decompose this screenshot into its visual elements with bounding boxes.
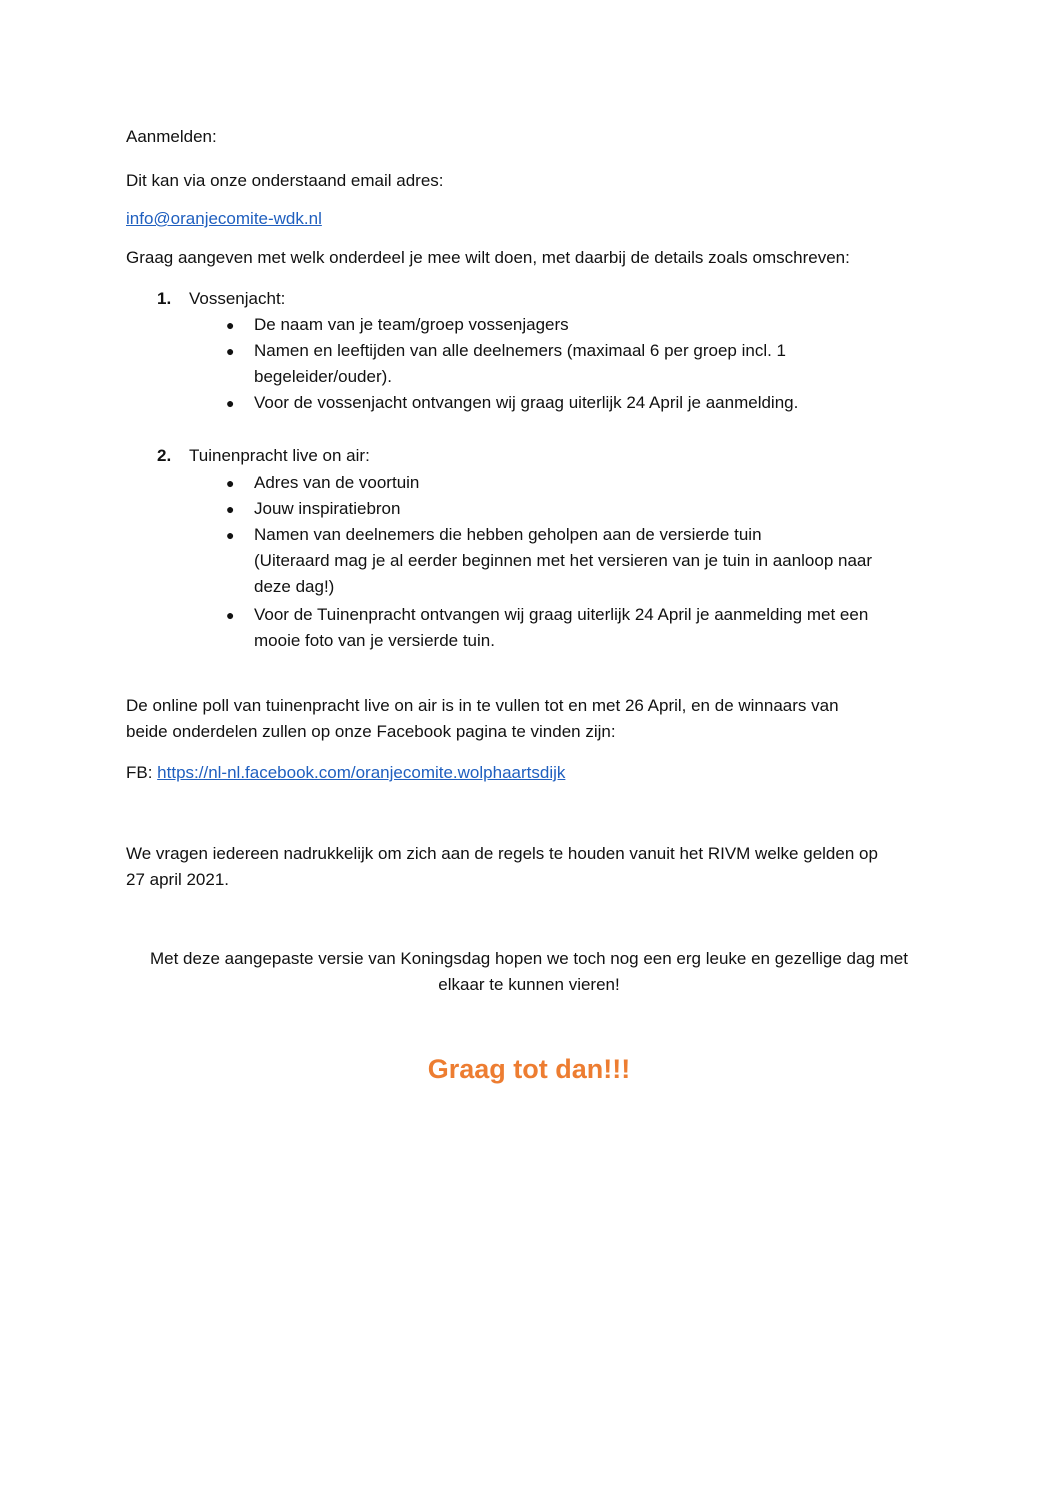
section-2-bullet-1: Adres van de voortuin <box>254 473 420 492</box>
bullet-icon: ● <box>226 475 235 491</box>
section-1-bullet-2-cont: begeleider/ouder). <box>254 367 392 386</box>
bullet-icon: ● <box>226 527 235 543</box>
poll-text-line-1: De online poll van tuinenpracht live on air is in te vullen tot en met 26 April, en de winnaars van <box>126 696 839 715</box>
section-1-bullet-3: Voor de vossenjacht ontvangen wij graag uiterlijk 24 April je aanmelding. <box>254 393 799 412</box>
bullet-icon: ● <box>226 343 235 359</box>
section-2-bullet-4: Voor de Tuinenpracht ontvangen wij graag uiterlijk 24 April je aanmelding met een <box>254 605 869 624</box>
email-link[interactable]: info@oranjecomite-wdk.nl <box>126 209 322 228</box>
section-2-bullet-3-cont-2: deze dag!) <box>254 577 335 596</box>
facebook-link[interactable]: https://nl-nl.facebook.com/oranjecomite.wolphaartsdijk <box>157 763 566 782</box>
facebook-prefix: FB: <box>126 763 158 782</box>
section-1-title: Vossenjacht: <box>189 289 286 308</box>
bullet-icon: ● <box>226 607 235 623</box>
email-line <box>126 208 322 230</box>
section-2-bullet-2: Jouw inspiratiebron <box>254 499 401 518</box>
section-2-title: Tuinenpracht live on air: <box>189 446 370 465</box>
sign-off: Graag tot dan!!! <box>427 1054 631 1084</box>
section-1-bullet-1: De naam van je team/groep vossenjagers <box>254 315 569 334</box>
bullet-icon: ● <box>226 395 235 411</box>
section-1-bullet-2: Namen en leeftijden van alle deelnemers (maximaal 6 per groep incl. 1 <box>254 341 787 360</box>
instruction-text: Graag aangeven met welk onderdeel je mee wilt doen, met daarbij de details zoals omschreven: <box>126 248 850 267</box>
intro-text: Dit kan via onze onderstaand email adres: <box>126 171 444 190</box>
section-1-number: 1. <box>157 289 172 308</box>
bullet-icon: ● <box>226 501 235 517</box>
heading: Aanmelden: <box>126 127 217 146</box>
rules-text-line-2: 27 april 2021. <box>126 870 230 889</box>
section-2-bullet-4-cont: mooie foto van je versierde tuin. <box>254 631 495 650</box>
bullet-icon: ● <box>226 317 235 333</box>
section-2-number: 2. <box>157 446 172 465</box>
poll-text-line-2: beide onderdelen zullen op onze Facebook pagina te vinden zijn: <box>126 722 616 741</box>
section-2-bullet-3-cont-1: (Uiteraard mag je al eerder beginnen met het versieren van je tuin in aanloop naar <box>254 551 873 570</box>
closing-text-line-2: elkaar te kunnen vieren! <box>438 975 620 994</box>
facebook-line <box>126 762 565 784</box>
closing-text-line-1: Met deze aangepaste versie van Koningsdag hopen we toch nog een erg leuke en gezellige dag met <box>150 949 908 968</box>
section-2-bullet-3: Namen van deelnemers die hebben geholpen aan de versierde tuin <box>254 525 762 544</box>
rules-text-line-1: We vragen iedereen nadrukkelijk om zich aan de regels te houden vanuit het RIVM welke gelden op <box>126 844 878 863</box>
